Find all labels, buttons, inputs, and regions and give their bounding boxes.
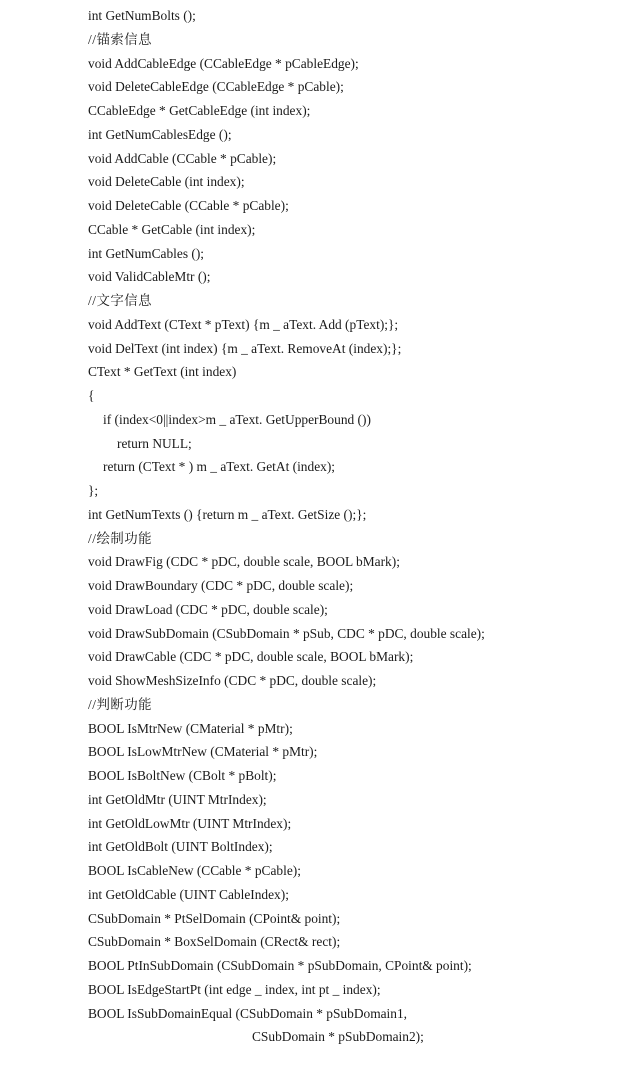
code-line: int GetNumCablesEdge (); [88, 126, 232, 142]
code-line: void DrawSubDomain (CSubDomain * pSub, CDC * pDC, double scale); [88, 625, 485, 641]
section-comment: //锚索信息 [88, 31, 153, 47]
code-line: CCable * GetCable (int index); [88, 221, 256, 237]
code-line: int GetOldLowMtr (UINT MtrIndex); [88, 815, 292, 831]
code-line: BOOL PtInSubDomain (CSubDomain * pSubDomain, CPoint& point); [88, 958, 472, 973]
code-line: { [88, 388, 95, 403]
code-line: CCableEdge * GetCableEdge (int index); [88, 103, 311, 118]
code-line: void DrawFig (CDC * pDC, double scale, BOOL bMark); [88, 554, 400, 570]
code-line: return NULL; [117, 435, 192, 451]
section-comment: //绘制功能 [88, 530, 153, 546]
code-line: void DeleteCable (int index); [88, 174, 245, 190]
code-line: int GetOldMtr (UINT MtrIndex); [88, 791, 267, 807]
code-line: void DeleteCable (CCable * pCable); [88, 198, 289, 213]
code-line: BOOL IsMtrNew (CMaterial * pMtr); [88, 720, 293, 736]
code-line: int GetOldCable (UINT CableIndex); [88, 886, 289, 902]
code-line: BOOL IsLowMtrNew (CMaterial * pMtr); [88, 744, 318, 760]
code-line: int GetNumTexts () {return m _ aText. GetSize ();}; [88, 506, 367, 522]
code-line: CSubDomain * BoxSelDomain (CRect& rect); [88, 934, 341, 950]
code-line: void AddCableEdge (CCableEdge * pCableEdge); [88, 55, 359, 71]
code-line: BOOL IsBoltNew (CBolt * pBolt); [88, 768, 277, 783]
section-comment: //判断功能 [88, 696, 153, 712]
code-line: int GetNumBolts (); [88, 8, 196, 23]
code-line: void DrawCable (CDC * pDC, double scale, BOOL bMark); [88, 649, 414, 665]
code-line: void ShowMeshSizeInfo (CDC * pDC, double scale); [88, 673, 377, 688]
code-line: BOOL IsCableNew (CCable * pCable); [88, 863, 301, 878]
code-line: int GetNumCables (); [88, 245, 205, 261]
code-line: BOOL IsSubDomainEqual (CSubDomain * pSubDomain1, [88, 1005, 408, 1021]
code-line: return (CText * ) m _ aText. GetAt (index); [103, 459, 336, 475]
code-line: void DelText (int index) {m _ aText. RemoveAt (index);}; [88, 340, 402, 356]
code-line: }; [88, 483, 99, 498]
code-line: void DeleteCableEdge (CCableEdge * pCable); [88, 79, 344, 95]
section-comment: //文字信息 [88, 293, 153, 308]
code-line: BOOL IsEdgeStartPt (int edge _ index, int pt _ index); [88, 981, 381, 997]
code-line: CSubDomain * PtSelDomain (CPoint& point); [88, 910, 341, 926]
code-line: CText * GetText (int index) [88, 364, 237, 380]
code-line: int GetOldBolt (UINT BoltIndex); [88, 839, 273, 855]
code-line: void AddText (CText * pText) {m _ aText. Add (pText);}; [88, 316, 399, 332]
code-line: void AddCable (CCable * pCable); [88, 150, 277, 166]
code-line: CSubDomain * pSubDomain2); [252, 1029, 424, 1045]
code-line: if (index<0||index>m _ aText. GetUpperBound ()) [103, 411, 371, 427]
code-line: void DrawLoad (CDC * pDC, double scale); [88, 601, 328, 617]
code-line: void DrawBoundary (CDC * pDC, double scale); [88, 578, 354, 593]
code-listing [0, 4, 632, 1049]
code-line: void ValidCableMtr (); [88, 269, 211, 285]
